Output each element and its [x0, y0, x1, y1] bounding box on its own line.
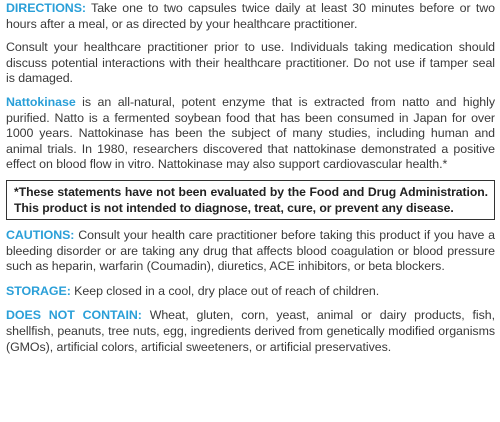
cautions-text: Consult your health care practitioner before taking this product if you have a bleeding disorder or are taking any drug that affects blood coagulation or blood pressure such as heparin, warfarin (Coumadin), diuretics, ACE inhibitors, or beta blockers.: [6, 227, 495, 274]
storage-text: Keep closed in a cool, dry place out of reach of children.: [70, 283, 380, 298]
storage-section: [6, 284, 495, 300]
disclaimer-text: *These statements have not been evaluated by the Food and Drug Administration. This product is not intended to diagnose, treat, cure, or prevent any disease.: [14, 184, 488, 215]
disclaimer-box: [6, 180, 495, 220]
cautions-heading: CAUTIONS:: [6, 227, 75, 242]
does-not-contain-heading: DOES NOT CONTAIN:: [6, 308, 142, 323]
storage-heading: STORAGE:: [6, 283, 71, 298]
does-not-contain-text: Wheat, gluten, corn, yeast, animal or dairy products, fish, shellfish, peanuts, tree nuts, egg, ingredients derived from genetically modified organisms (GMOs), artificial colors, artificial sweeteners, or artificial preservatives.: [6, 308, 496, 354]
directions-section: [6, 1, 495, 32]
cautions-section: [6, 228, 495, 275]
nattokinase-heading: Nattokinase: [6, 94, 76, 109]
directions-text: Take one to two capsules twice daily at least 30 minutes before or two hours after a meal, or as directed by your healthcare practitioner.: [6, 1, 495, 31]
consult-section: Consult your healthcare practitioner prior to use. Individuals taking medication should discuss potential interactions with their healthcare practitioner. Do not use if tamper seal is damaged.: [6, 40, 495, 86]
nattokinase-text: is an all-natural, potent enzyme that is extracted from natto and highly purified. Natto is a fermented soybean food that has been consumed in Japan for over 1000 years. Nattokinase has been the subject of many studies, including human and animal trials. In 1980, researchers discovered that nattokinase demonstrated a positive effect on blood flow in vitro. Nattokinase may also support cardiovascular health.*: [6, 94, 495, 172]
directions-heading: DIRECTIONS:: [6, 1, 86, 15]
supplement-label: [6, 1, 495, 355]
nattokinase-section: [6, 95, 495, 173]
does-not-contain-section: [6, 308, 495, 355]
